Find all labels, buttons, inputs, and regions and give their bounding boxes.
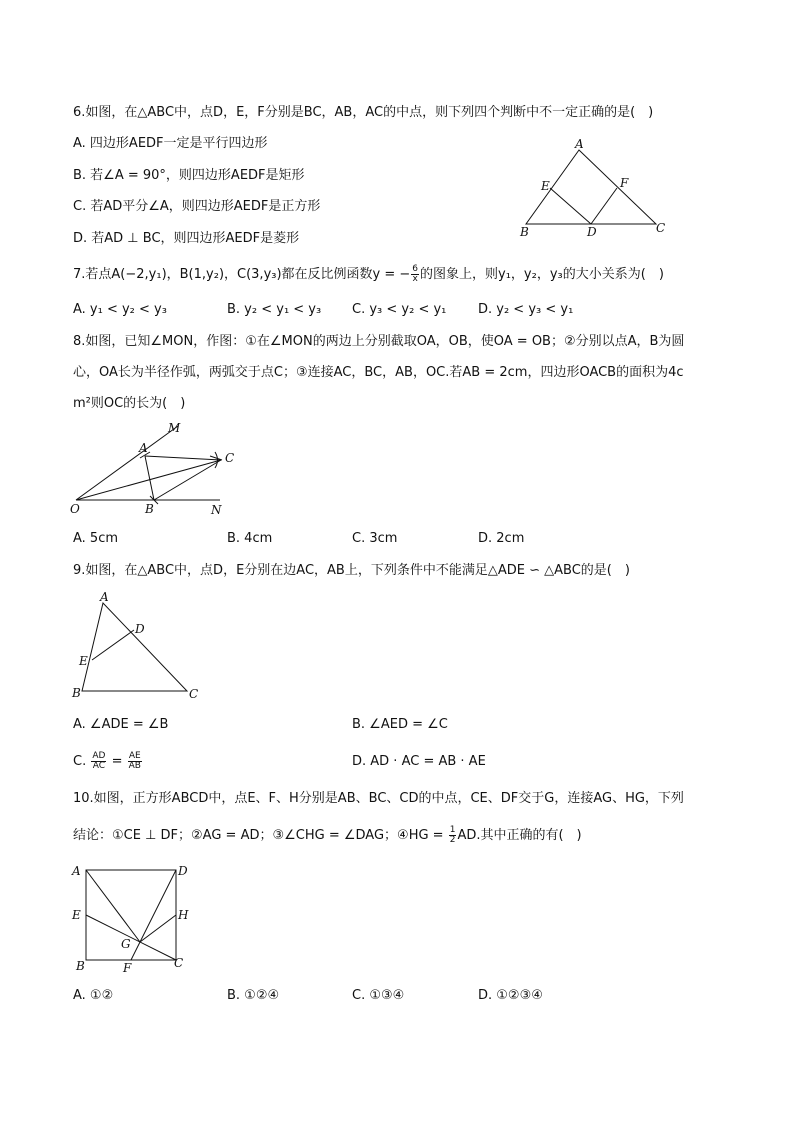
q8-option-c: C. 3cm (352, 531, 398, 546)
q10-option-b: B. ①②④ (227, 988, 280, 1003)
q10-label-c: C (174, 956, 184, 970)
q7-fraction (411, 265, 419, 284)
q6-label-c: C (656, 221, 666, 235)
q10-label-b: B (76, 959, 85, 973)
q6-triangle-figure (510, 138, 670, 238)
q9-option-a: A. ∠ADE = ∠B (73, 717, 169, 732)
q6-label-f: F (620, 176, 629, 190)
q6-option-c: C. 若AD平分∠A，则四边形AEDF是正方形 (73, 199, 321, 214)
q7-fraction-num: 6 (412, 264, 419, 274)
q8-angle-figure (68, 420, 243, 520)
q6-option-b: B. 若∠A = 90°，则四边形AEDF是矩形 (73, 168, 305, 183)
q9-frac1-num: AD (92, 751, 106, 761)
q8-option-b: B. 4cm (227, 531, 273, 546)
q8-option-a: A. 5cm (73, 531, 119, 546)
q8-label-a: A (139, 441, 148, 455)
q6-label-b: B (520, 225, 529, 238)
q8-label-n: N (211, 503, 222, 517)
q8-option-d: D. 2cm (478, 531, 525, 546)
q9-option-c-frac2 (128, 752, 142, 771)
q9-frac2-num: AE (128, 751, 141, 761)
q10-fraction-den: 2 (449, 835, 456, 845)
q10-label-e: E (72, 908, 81, 922)
q10-stem-line2-suffix: AD.其中正确的有( ) (457, 828, 582, 843)
q10-option-d: D. ①②③④ (478, 988, 543, 1003)
q8-label-m: M (168, 421, 181, 435)
q6-label-a: A (575, 138, 584, 151)
q9-stem: 9.如图，在△ABC中，点D，E分别在边AC，AB上，下列条件中不能满足△ADE ∽ △ABC的是( ) (73, 563, 630, 578)
q6-stem: 6.如图，在△ABC中，点D，E，F分别是BC，AB，AC的中点，则下列四个判断中不一定正确的是( ) (73, 105, 654, 120)
q7-fraction-den: x (412, 274, 418, 284)
q6-option-a: A. 四边形AEDF一定是平行四边形 (73, 136, 268, 151)
q9-triangle-figure (68, 588, 208, 703)
q10-option-c: C. ①③④ (352, 988, 405, 1003)
q10-label-h: H (178, 908, 189, 922)
q8-stem-line1: 8.如图，已知∠MON，作图：①在∠MON的两边上分别截取OA，OB，使OA = OB；②分别以点A，B为圆 (73, 334, 685, 349)
q9-frac2-den: AB (128, 761, 141, 771)
q8-label-c: C (225, 451, 235, 465)
q7-option-b: B. y₂ < y₁ < y₃ (227, 302, 322, 317)
q9-label-c: C (189, 687, 199, 701)
q9-option-c-frac1 (91, 752, 106, 771)
q7-stem-suffix: 的图象上，则y₁，y₂，y₃的大小关系为( ) (420, 267, 664, 282)
q10-square-figure (68, 858, 198, 978)
q8-stem-line3: m²则OC的长为( ) (73, 396, 186, 411)
q8-label-o: O (70, 502, 80, 516)
q7-stem-prefix: 7.若点A(−2,y₁)，B(1,y₂)，C(3,y₃)都在反比例函数y = − (73, 267, 411, 282)
q9-label-b: B (72, 686, 81, 700)
q10-option-a: A. ①② (73, 988, 114, 1003)
q10-stem-line1: 10.如图，正方形ABCD中，点E、F、H分别是AB、BC、CD的中点，CE、DF交于G，连接AG、HG，下列 (73, 791, 684, 806)
q9-label-e: E (79, 654, 88, 668)
q6-label-d: D (587, 225, 597, 238)
q9-label-a: A (100, 590, 109, 604)
q9-label-d: D (135, 622, 145, 636)
q10-stem-line2-prefix: 结论：①CE ⊥ DF；②AG = AD；③∠CHG = ∠DAG；④HG = (73, 828, 448, 843)
q10-stem-line2 (73, 826, 582, 845)
q9-option-c-prefix: C. (73, 754, 91, 769)
q9-option-c (73, 752, 143, 771)
q10-label-f: F (123, 961, 132, 975)
q10-label-a: A (72, 864, 81, 878)
q10-fraction (449, 826, 457, 845)
q10-fraction-num: 1 (449, 825, 456, 835)
q8-label-b: B (145, 502, 154, 516)
q9-option-c-eq: = (107, 754, 127, 769)
q6-option-d: D. 若AD ⊥ BC，则四边形AEDF是菱形 (73, 231, 300, 246)
q9-option-d: D. AD · AC = AB · AE (352, 754, 486, 769)
q8-stem-line2: 心，OA长为半径作弧，两弧交于点C；③连接AC，BC，AB，OC.若AB = 2cm，四边形OACB的面积为4c (73, 365, 684, 380)
q9-option-b: B. ∠AED = ∠C (352, 717, 448, 732)
q7-stem (73, 265, 664, 284)
q7-option-d: D. y₂ < y₃ < y₁ (478, 302, 574, 317)
q6-label-e: E (541, 179, 550, 193)
q10-label-g: G (121, 937, 131, 951)
q10-label-d: D (178, 864, 188, 878)
q7-option-a: A. y₁ < y₂ < y₃ (73, 302, 167, 317)
q9-frac1-den: AC (92, 761, 106, 771)
q7-option-c: C. y₃ < y₂ < y₁ (352, 302, 447, 317)
